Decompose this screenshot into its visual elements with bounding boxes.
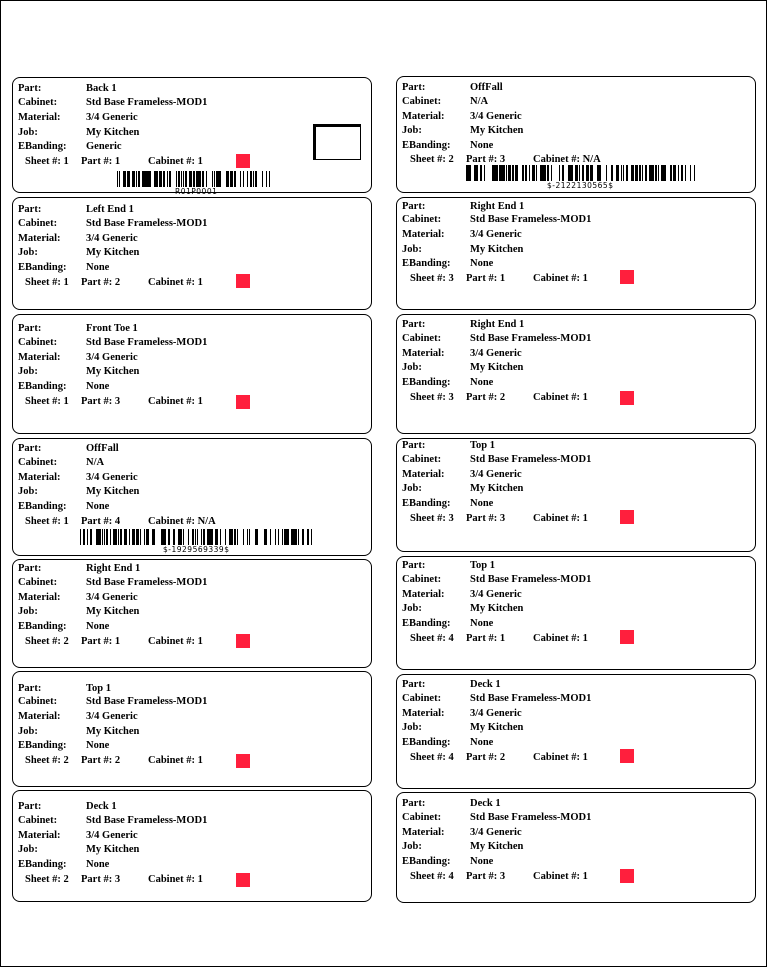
part-name: Back 1 (86, 83, 117, 94)
sheet-number: 4 (448, 871, 454, 882)
job-value: My Kitchen (470, 362, 524, 373)
ebanding-field-label: EBanding: (402, 618, 451, 629)
cabinet-field-label: Cabinet: (18, 97, 58, 108)
cabinet-number-field-label: Cabinet #: (533, 154, 580, 165)
material-field-label: Material: (402, 827, 445, 838)
part-name: OffFall (470, 82, 503, 93)
cabinet-field-label: Cabinet: (402, 333, 442, 344)
cabinet-number-field-label: Cabinet #: (533, 513, 580, 524)
job-field-label: Job: (402, 841, 422, 852)
part-number: 3 (499, 513, 506, 524)
ebanding-value: None (470, 258, 494, 269)
ebanding-field-label: EBanding: (18, 381, 67, 392)
job-field-label: Job: (18, 366, 38, 377)
cabinet-number: N/A (197, 516, 216, 527)
cabinet-number-field-label: Cabinet #: (533, 752, 580, 763)
cabinet-number-field-label: Cabinet #: (148, 874, 195, 885)
ebanding-field-label: EBanding: (18, 740, 67, 751)
cabinet-number: 1 (582, 871, 588, 882)
barcode-text: $-2122130565$ (547, 181, 614, 190)
part-number-field-label: Part #: (466, 752, 498, 763)
sheet-field-label: Sheet #: (25, 636, 61, 647)
part-label (12, 314, 372, 434)
red-tag-marker (236, 395, 250, 409)
sheet-field-label: Sheet #: (410, 633, 446, 644)
cabinet-number: 1 (197, 755, 203, 766)
sheet-number: 2 (63, 874, 69, 885)
material-field-label: Material: (18, 472, 61, 483)
job-value: My Kitchen (86, 606, 140, 617)
part-number-field-label: Part #: (81, 755, 113, 766)
part-number: 2 (499, 392, 506, 403)
cabinet-name: Std Base Frameless-MOD1 (86, 337, 208, 348)
cabinet-field-label: Cabinet: (402, 454, 442, 465)
material-value: 3/4 Generic (470, 469, 522, 480)
job-value: My Kitchen (86, 366, 140, 377)
ebanding-field-label: EBanding: (18, 621, 67, 632)
ebanding-field-label: EBanding: (18, 859, 67, 870)
ebanding-field-label: EBanding: (402, 258, 451, 269)
material-field-label: Material: (402, 708, 445, 719)
part-number-field-label: Part #: (81, 156, 113, 167)
part-name: Right End 1 (86, 563, 141, 574)
sheet-number: 1 (63, 396, 69, 407)
job-field-label: Job: (402, 244, 422, 255)
part-field-label: Part: (402, 560, 426, 571)
part-field-label: Part: (402, 798, 426, 809)
material-value: 3/4 Generic (86, 472, 138, 483)
part-name: Top 1 (470, 560, 496, 571)
barcode-text: $-1929569339$ (163, 545, 230, 554)
ebanding-value: None (86, 740, 110, 751)
red-tag-marker (620, 270, 634, 284)
ebanding-value: None (470, 377, 494, 388)
material-value: 3/4 Generic (470, 348, 522, 359)
part-name: OffFall (86, 443, 119, 454)
red-tag-marker (236, 274, 250, 288)
material-value: 3/4 Generic (86, 592, 138, 603)
cabinet-number-field-label: Cabinet #: (148, 156, 195, 167)
ebanding-field-label: EBanding: (402, 498, 451, 509)
job-value: My Kitchen (470, 244, 524, 255)
part-label (12, 197, 372, 310)
ebanding-value: None (86, 621, 110, 632)
job-value: My Kitchen (470, 841, 524, 852)
part-field-label: Part: (18, 683, 42, 694)
part-label (396, 197, 756, 310)
ebanding-value: None (470, 140, 494, 151)
part-label (396, 556, 756, 670)
cabinet-field-label: Cabinet: (18, 218, 58, 229)
cabinet-number: 1 (582, 273, 588, 284)
part-number: 1 (499, 633, 506, 644)
cabinet-field-label: Cabinet: (402, 812, 442, 823)
sheet-number: 1 (63, 277, 69, 288)
cabinet-field-label: Cabinet: (402, 693, 442, 704)
job-value: My Kitchen (86, 844, 140, 855)
material-field-label: Material: (402, 589, 445, 600)
material-value: 3/4 Generic (470, 708, 522, 719)
part-name: Top 1 (86, 683, 112, 694)
sheet-field-label: Sheet #: (25, 874, 61, 885)
part-number-field-label: Part #: (466, 871, 498, 882)
cabinet-number-field-label: Cabinet #: (533, 392, 580, 403)
red-tag-marker (236, 634, 250, 648)
cabinet-name: Std Base Frameless-MOD1 (470, 574, 592, 585)
barcode (77, 529, 313, 545)
part-number-field-label: Part #: (466, 513, 498, 524)
cabinet-name: Std Base Frameless-MOD1 (86, 218, 208, 229)
barcode (117, 171, 273, 187)
sheet-number: 1 (63, 156, 69, 167)
sheet-field-label: Sheet #: (410, 154, 446, 165)
cabinet-number-field-label: Cabinet #: (533, 871, 580, 882)
ebanding-value: None (86, 501, 110, 512)
cabinet-number: 1 (197, 277, 203, 288)
red-tag-marker (620, 391, 634, 405)
part-label (396, 76, 756, 193)
part-field-label: Part: (402, 82, 426, 93)
cabinet-number: 1 (582, 513, 588, 524)
cabinet-number: 1 (197, 636, 203, 647)
job-value: My Kitchen (86, 247, 140, 258)
part-name: Deck 1 (470, 679, 501, 690)
material-field-label: Material: (18, 830, 61, 841)
cabinet-number: 1 (197, 874, 203, 885)
sheet-number: 3 (448, 392, 454, 403)
cabinet-name: N/A (86, 457, 105, 468)
part-label (12, 77, 372, 196)
cabinet-number-field-label: Cabinet #: (148, 277, 195, 288)
job-field-label: Job: (18, 127, 38, 138)
sheet-number: 2 (63, 636, 69, 647)
cabinet-name: N/A (470, 96, 489, 107)
material-value: 3/4 Generic (86, 711, 138, 722)
sheet-field-label: Sheet #: (410, 273, 446, 284)
ebanding-value: Generic (86, 141, 122, 152)
material-value: 3/4 Generic (470, 111, 522, 122)
part-number: 1 (114, 156, 121, 167)
part-number-field-label: Part #: (81, 636, 113, 647)
part-field-label: Part: (402, 201, 426, 212)
part-number: 4 (114, 516, 121, 527)
cabinet-name: Std Base Frameless-MOD1 (470, 812, 592, 823)
part-number-field-label: Part #: (81, 396, 113, 407)
cabinet-field-label: Cabinet: (402, 214, 442, 225)
part-number: 2 (114, 755, 121, 766)
red-tag-marker (620, 510, 634, 524)
sheet-field-label: Sheet #: (410, 871, 446, 882)
cabinet-name: Std Base Frameless-MOD1 (470, 214, 592, 225)
ebanding-value: None (470, 737, 494, 748)
job-value: My Kitchen (470, 603, 524, 614)
material-field-label: Material: (18, 592, 61, 603)
cabinet-field-label: Cabinet: (18, 815, 58, 826)
job-field-label: Job: (18, 844, 38, 855)
cabinet-number-field-label: Cabinet #: (148, 516, 195, 527)
ebanding-value: None (86, 859, 110, 870)
part-number: 3 (499, 154, 506, 165)
red-tag-marker (620, 630, 634, 644)
job-value: My Kitchen (470, 722, 524, 733)
part-number-field-label: Part #: (466, 633, 498, 644)
material-value: 3/4 Generic (470, 229, 522, 240)
cabinet-number: 1 (582, 633, 588, 644)
part-name: Front Toe 1 (86, 323, 138, 334)
red-tag-marker (236, 754, 250, 768)
job-value: My Kitchen (470, 483, 524, 494)
material-field-label: Material: (402, 469, 445, 480)
sheet-number: 3 (448, 273, 454, 284)
material-field-label: Material: (18, 711, 61, 722)
cabinet-field-label: Cabinet: (18, 696, 58, 707)
material-value: 3/4 Generic (86, 352, 138, 363)
ebanding-value: None (86, 381, 110, 392)
sheet-number: 3 (448, 513, 454, 524)
sheet-field-label: Sheet #: (25, 156, 61, 167)
material-value: 3/4 Generic (470, 589, 522, 600)
part-label (396, 674, 756, 789)
sheet-number: 4 (448, 633, 454, 644)
cabinet-number: 1 (197, 156, 203, 167)
ebanding-value: None (470, 498, 494, 509)
cabinet-field-label: Cabinet: (18, 457, 58, 468)
part-number-field-label: Part #: (81, 874, 113, 885)
cabinet-number-field-label: Cabinet #: (148, 396, 195, 407)
job-value: My Kitchen (86, 726, 140, 737)
cabinet-number: 1 (197, 396, 203, 407)
part-field-label: Part: (18, 443, 42, 454)
sheet-number: 2 (448, 154, 454, 165)
cabinet-name: Std Base Frameless-MOD1 (86, 815, 208, 826)
sheet-number: 1 (63, 516, 69, 527)
sheet-field-label: Sheet #: (25, 516, 61, 527)
part-number: 3 (114, 396, 121, 407)
part-label (396, 792, 756, 903)
cabinet-name: Std Base Frameless-MOD1 (470, 693, 592, 704)
cabinet-name: Std Base Frameless-MOD1 (86, 577, 208, 588)
part-number-field-label: Part #: (466, 154, 498, 165)
ebanding-field-label: EBanding: (402, 856, 451, 867)
sheet-field-label: Sheet #: (410, 392, 446, 403)
part-name: Right End 1 (470, 201, 525, 212)
ebanding-field-label: EBanding: (402, 737, 451, 748)
job-field-label: Job: (402, 603, 422, 614)
part-number: 2 (499, 752, 506, 763)
sheet-field-label: Sheet #: (25, 755, 61, 766)
cabinet-number-field-label: Cabinet #: (148, 755, 195, 766)
red-tag-marker (236, 154, 250, 168)
part-label (12, 671, 372, 787)
job-value: My Kitchen (470, 125, 524, 136)
part-number-field-label: Part #: (466, 273, 498, 284)
ebanding-field-label: EBanding: (18, 262, 67, 273)
part-number: 3 (114, 874, 121, 885)
part-name: Top 1 (470, 440, 496, 451)
part-number: 3 (499, 871, 506, 882)
cabinet-field-label: Cabinet: (18, 577, 58, 588)
part-field-label: Part: (402, 679, 426, 690)
part-field-label: Part: (402, 440, 426, 451)
cabinet-number: N/A (582, 154, 601, 165)
cabinet-field-label: Cabinet: (18, 337, 58, 348)
cabinet-name: Std Base Frameless-MOD1 (86, 696, 208, 707)
cabinet-number-field-label: Cabinet #: (533, 633, 580, 644)
job-field-label: Job: (18, 486, 38, 497)
part-number: 2 (114, 277, 121, 288)
material-field-label: Material: (402, 348, 445, 359)
barcode-text: R01P0001 (175, 187, 218, 196)
material-value: 3/4 Generic (86, 233, 138, 244)
part-number: 1 (499, 273, 506, 284)
part-field-label: Part: (18, 323, 42, 334)
part-field-label: Part: (18, 204, 42, 215)
part-label (12, 559, 372, 668)
cabinet-name: Std Base Frameless-MOD1 (470, 333, 592, 344)
job-value: My Kitchen (86, 486, 140, 497)
part-number-field-label: Part #: (81, 277, 113, 288)
cabinet-field-label: Cabinet: (402, 96, 442, 107)
label-box-outline (313, 124, 361, 160)
part-number-field-label: Part #: (81, 516, 113, 527)
cabinet-name: Std Base Frameless-MOD1 (86, 97, 208, 108)
cabinet-name: Std Base Frameless-MOD1 (470, 454, 592, 465)
part-number: 1 (114, 636, 121, 647)
part-name: Deck 1 (470, 798, 501, 809)
part-label (396, 314, 756, 434)
sheet-field-label: Sheet #: (410, 752, 446, 763)
part-label (12, 790, 372, 902)
job-field-label: Job: (18, 726, 38, 737)
material-field-label: Material: (18, 352, 61, 363)
cabinet-number: 1 (582, 392, 588, 403)
part-name: Left End 1 (86, 204, 134, 215)
material-field-label: Material: (18, 233, 61, 244)
part-field-label: Part: (18, 801, 42, 812)
material-field-label: Material: (402, 229, 445, 240)
sheet-number: 4 (448, 752, 454, 763)
material-value: 3/4 Generic (86, 112, 138, 123)
part-field-label: Part: (18, 563, 42, 574)
cabinet-number-field-label: Cabinet #: (533, 273, 580, 284)
job-field-label: Job: (18, 247, 38, 258)
part-label (396, 438, 756, 552)
cabinet-number-field-label: Cabinet #: (148, 636, 195, 647)
red-tag-marker (620, 869, 634, 883)
sheet-field-label: Sheet #: (410, 513, 446, 524)
job-field-label: Job: (402, 483, 422, 494)
sheet-number: 2 (63, 755, 69, 766)
red-tag-marker (620, 749, 634, 763)
red-tag-marker (236, 873, 250, 887)
material-field-label: Material: (18, 112, 61, 123)
ebanding-value: None (86, 262, 110, 273)
part-name: Right End 1 (470, 319, 525, 330)
ebanding-field-label: EBanding: (402, 377, 451, 388)
cabinet-number: 1 (582, 752, 588, 763)
job-field-label: Job: (402, 362, 422, 373)
ebanding-field-label: EBanding: (402, 140, 451, 151)
ebanding-field-label: EBanding: (18, 141, 67, 152)
material-value: 3/4 Generic (86, 830, 138, 841)
job-field-label: Job: (402, 722, 422, 733)
job-field-label: Job: (402, 125, 422, 136)
ebanding-field-label: EBanding: (18, 501, 67, 512)
material-field-label: Material: (402, 111, 445, 122)
part-label (12, 438, 372, 556)
job-value: My Kitchen (86, 127, 140, 138)
material-value: 3/4 Generic (470, 827, 522, 838)
job-field-label: Job: (18, 606, 38, 617)
part-field-label: Part: (18, 83, 42, 94)
sheet-field-label: Sheet #: (25, 396, 61, 407)
part-number-field-label: Part #: (466, 392, 498, 403)
ebanding-value: None (470, 618, 494, 629)
sheet-field-label: Sheet #: (25, 277, 61, 288)
barcode (461, 165, 697, 181)
ebanding-value: None (470, 856, 494, 867)
part-name: Deck 1 (86, 801, 117, 812)
cabinet-field-label: Cabinet: (402, 574, 442, 585)
part-field-label: Part: (402, 319, 426, 330)
